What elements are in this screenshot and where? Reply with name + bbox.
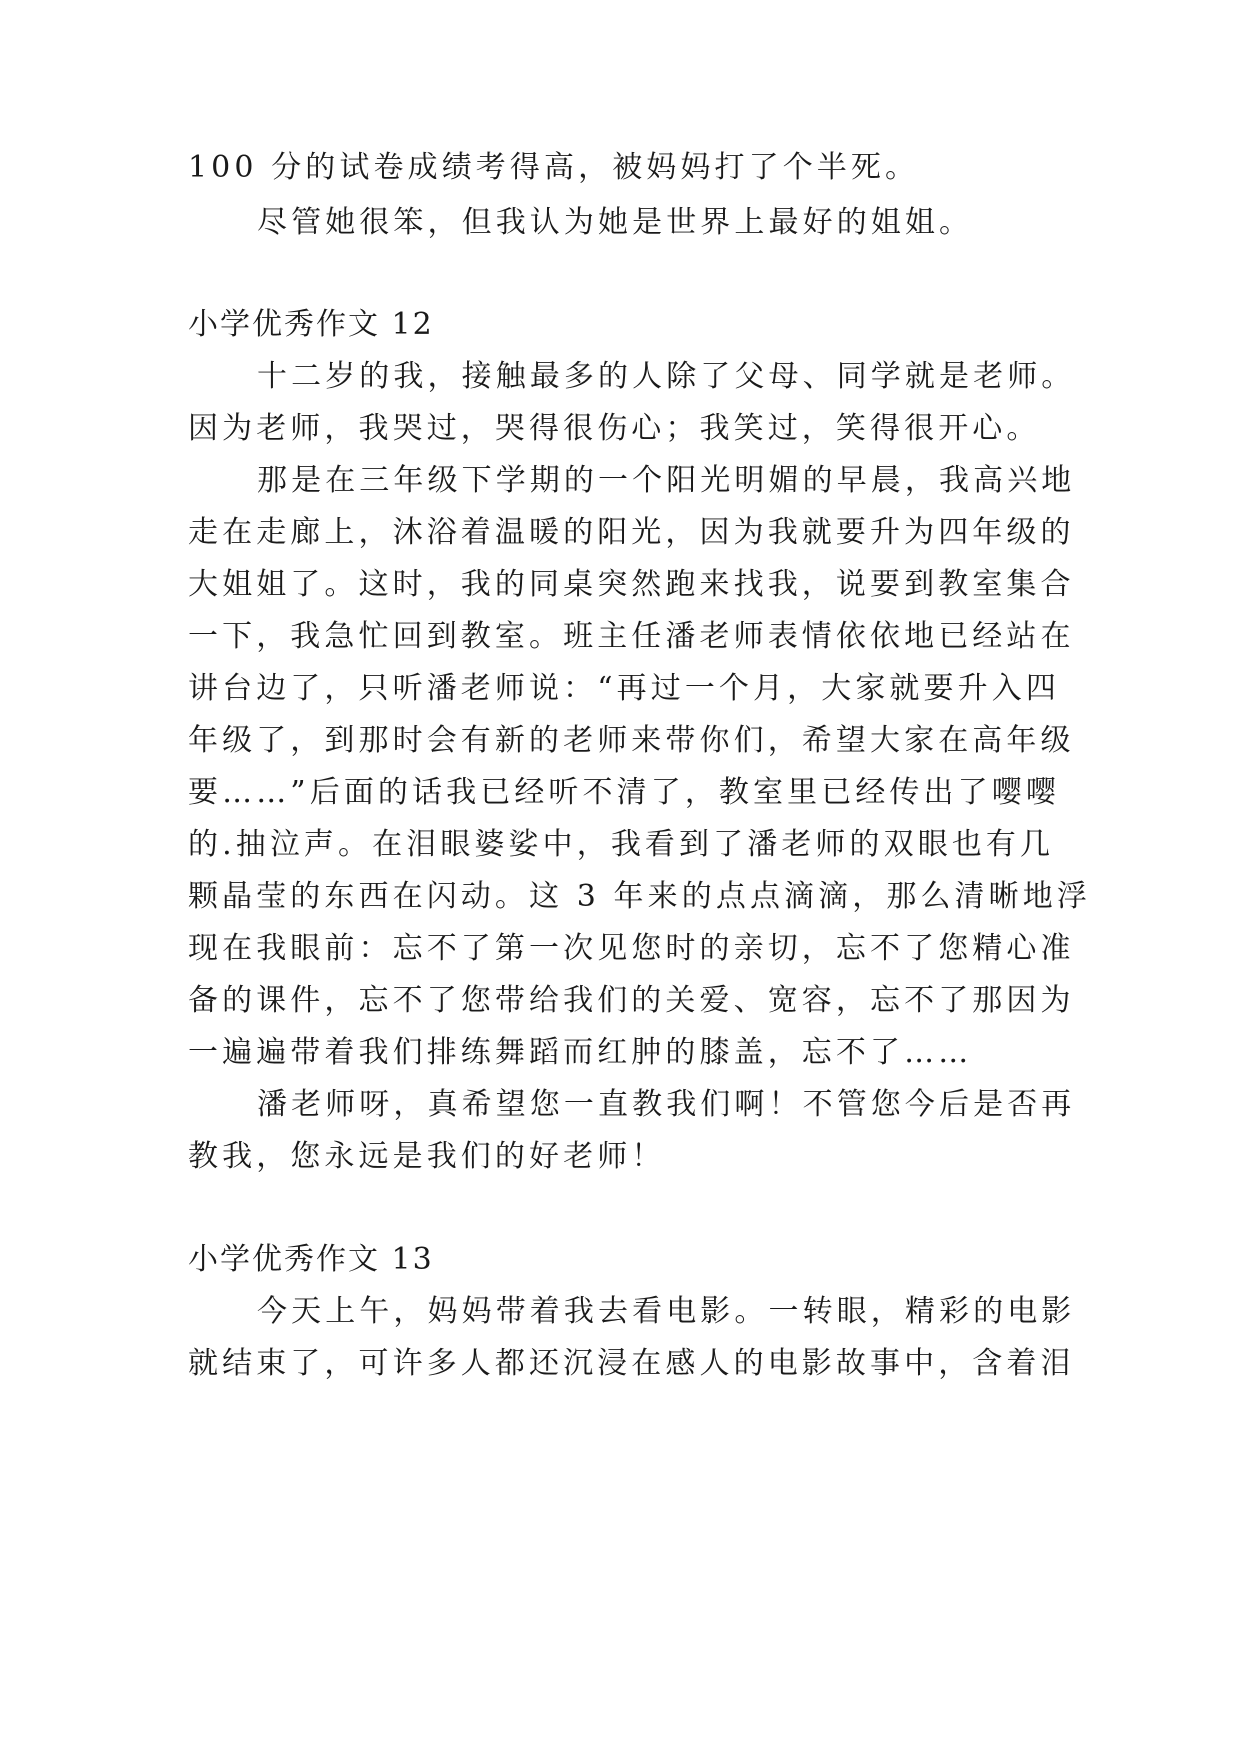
text-line: 潘老师呀，真希望您一直教我们啊！不管您今后是否再	[257, 1087, 1076, 1122]
text-line: 大姐姐了。这时，我的同桌突然跑来找我，说要到教室集合	[188, 567, 1075, 602]
text-line: 尽管她很笨，但我认为她是世界上最好的姐姐。	[257, 205, 974, 240]
text-line: 那是在三年级下学期的一个阳光明媚的早晨，我高兴地	[257, 463, 1076, 498]
text-line: 教我，您永远是我们的好老师！	[188, 1139, 666, 1174]
text-line: 现在我眼前：忘不了第一次见您时的亲切，忘不了您精心准	[188, 931, 1075, 966]
text-line: 备的课件，忘不了您带给我们的关爱、宽容，忘不了那因为	[188, 983, 1075, 1018]
text-line: 十二岁的我，接触最多的人除了父母、同学就是老师。	[257, 359, 1076, 394]
text-line: 年级了，到那时会有新的老师来带你们，希望大家在高年级	[188, 723, 1075, 758]
section-heading-13: 小学优秀作文 13	[188, 1242, 434, 1277]
text-line: 就结束了，可许多人都还沉浸在感人的电影故事中，含着泪	[188, 1346, 1075, 1381]
text-line: 的.抽泣声。在泪眼婆娑中，我看到了潘老师的双眼也有几	[188, 827, 1055, 862]
text-line: 一遍遍带着我们排练舞蹈而红肿的膝盖，忘不了……	[188, 1035, 973, 1070]
text-line: 颗晶莹的东西在闪动。这 3 年来的点点滴滴，那么清晰地浮	[188, 879, 1091, 914]
text-line: 一下，我急忙回到教室。班主任潘老师表情依依地已经站在	[188, 619, 1075, 654]
text-line: 走在走廊上，沐浴着温暖的阳光，因为我就要升为四年级的	[188, 515, 1075, 550]
text-line: 要……”后面的话我已经听不清了，教室里已经传出了嘤嘤	[188, 775, 1060, 810]
section-heading-12: 小学优秀作文 12	[188, 307, 434, 342]
text-line: 今天上午，妈妈带着我去看电影。一转眼，精彩的电影	[257, 1294, 1076, 1329]
text-line: 100 分的试卷成绩考得高，被妈妈打了个半死。	[188, 150, 920, 185]
text-line: 讲台边了，只听潘老师说：“再过一个月，大家就要升入四	[188, 671, 1060, 706]
text-line: 因为老师，我哭过，哭得很伤心；我笑过，笑得很开心。	[188, 411, 1041, 446]
